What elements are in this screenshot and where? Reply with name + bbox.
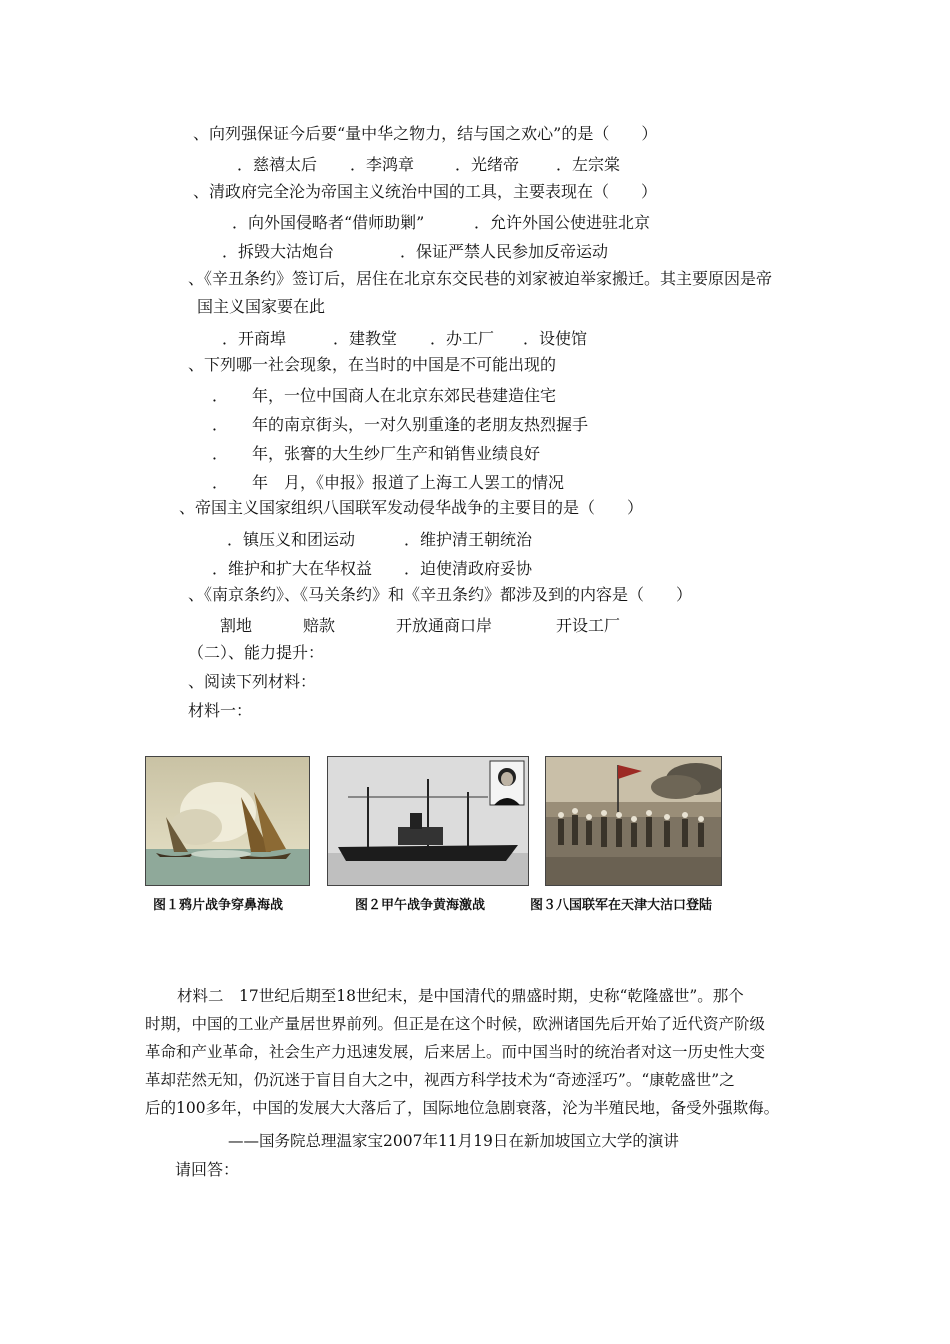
figure-2-image: [327, 756, 529, 886]
section-heading: （二）、能力提升：: [188, 643, 325, 662]
question-1-option-b: ．李鸿章: [350, 155, 415, 174]
question-2-option-b: ．允许外国公使进驻北京: [474, 213, 651, 232]
question-5-option-b: ．维护清王朝统治: [404, 530, 533, 549]
question-6-stem: 、《南京条约》、《马关条约》和《辛丑条约》都涉及到的内容是（ ）: [188, 585, 693, 604]
material-2-line-4: 革却茫然无知，仍沉迷于盲目自大之中，视西方科学技术为“奇迹淫巧”。“康乾盛世”之: [145, 1071, 735, 1089]
question-3-stem-line-1: 、《辛丑条约》签订后，居住在北京东交民巷的刘家被迫举家搬迁。其主要原因是帝: [188, 269, 773, 288]
material-2-line-1: 材料二 17世纪后期至18世纪末，是中国清代的鼎盛时期，史称“乾隆盛世”。那个: [177, 987, 744, 1005]
question-1-option-d: ．左宗棠: [556, 155, 621, 174]
question-5-option-c: ．维护和扩大在华权益: [212, 559, 373, 578]
material-2-line-5: 后的100多年，中国的发展大大落后了，国际地位急剧衰落，沦为半殖民地，备受外强欺侮。: [145, 1099, 780, 1117]
question-6-option-d: 开设工厂: [556, 616, 621, 635]
figure-1-image: [145, 756, 310, 886]
material-2-source: ——国务院总理温家宝2007年11月19日在新加坡国立大学的演讲: [228, 1132, 679, 1150]
question-5-stem: 、帝国主义国家组织八国联军发动侵华战争的主要目的是（ ）: [179, 498, 644, 517]
question-2-stem: 、清政府完全沦为帝国主义统治中国的工具，主要表现在（ ）: [193, 182, 658, 201]
question-2-option-d: ．保证严禁人民参加反帝运动: [400, 242, 609, 261]
question-1-stem: 、向列强保证今后要“量中华之物力，结与国之欢心”的是（ ）: [193, 124, 658, 143]
question-4-option-a: ． 年，一位中国商人在北京东郊民巷建造住宅: [212, 386, 557, 405]
question-5-option-d: ．迫使清政府妥协: [404, 559, 533, 578]
question-3-option-d: ．设使馆: [523, 329, 588, 348]
figure-strip: [145, 754, 735, 919]
material-2-line-3: 革命和产业革命，社会生产力迅速发展，后来居上。而中国当时的统治者对这一历史性大变: [145, 1043, 766, 1061]
question-4-option-d: ． 年 月，《申报》报道了上海工人罢工的情况: [212, 473, 565, 492]
question-4-option-c: ． 年，张謇的大生纱厂生产和销售业绩良好: [212, 444, 541, 463]
question-3-option-a: ．开商埠: [222, 329, 287, 348]
figure-1-caption: 图１鸦片战争穿鼻海战: [153, 898, 284, 913]
allied-troops-landing-illustration: [546, 757, 721, 885]
question-3-option-b: ．建教堂: [333, 329, 398, 348]
reading-question: 、阅读下列材料：: [188, 672, 317, 691]
question-4-option-b: ． 年的南京街头，一对久别重逢的老朋友热烈握手: [212, 415, 589, 434]
question-3-option-c: ．办工厂: [430, 329, 495, 348]
question-2-option-a: ．向外国侵略者“借师助剿”: [232, 213, 425, 232]
question-6-option-b: 赔款: [303, 616, 336, 635]
question-6-option-c: 开放通商口岸: [396, 616, 493, 635]
question-1-option-c: ．光绪帝: [455, 155, 520, 174]
figure-2-caption: 图２甲午战争黄海激战: [355, 898, 486, 913]
question-2-option-c: ．拆毁大沽炮台: [222, 242, 335, 261]
answer-prompt: 请回答：: [175, 1160, 240, 1179]
question-5-option-a: ．镇压义和团运动: [227, 530, 356, 549]
material-2-line-2: 时期，中国的工业产量居世界前列。但正是在这个时候，欧洲诸国先后开始了近代资产阶级: [145, 1015, 766, 1033]
figure-3-image: [545, 756, 722, 886]
question-6-option-a: 割地: [220, 616, 253, 635]
question-3-stem-line-2: 国主义国家要在此: [197, 297, 326, 316]
warship-photo-illustration: [328, 757, 528, 885]
figure-3-caption: 图３八国联军在天津大沽口登陆: [530, 898, 713, 913]
question-1-option-a: ．慈禧太后: [237, 155, 318, 174]
material-2-paragraph: [145, 982, 810, 1122]
question-4-stem: 、下列哪一社会现象，在当时的中国是不可能出现的: [188, 355, 557, 374]
opium-war-battle-illustration: [146, 757, 309, 885]
material-1-label: 材料一：: [188, 701, 253, 720]
